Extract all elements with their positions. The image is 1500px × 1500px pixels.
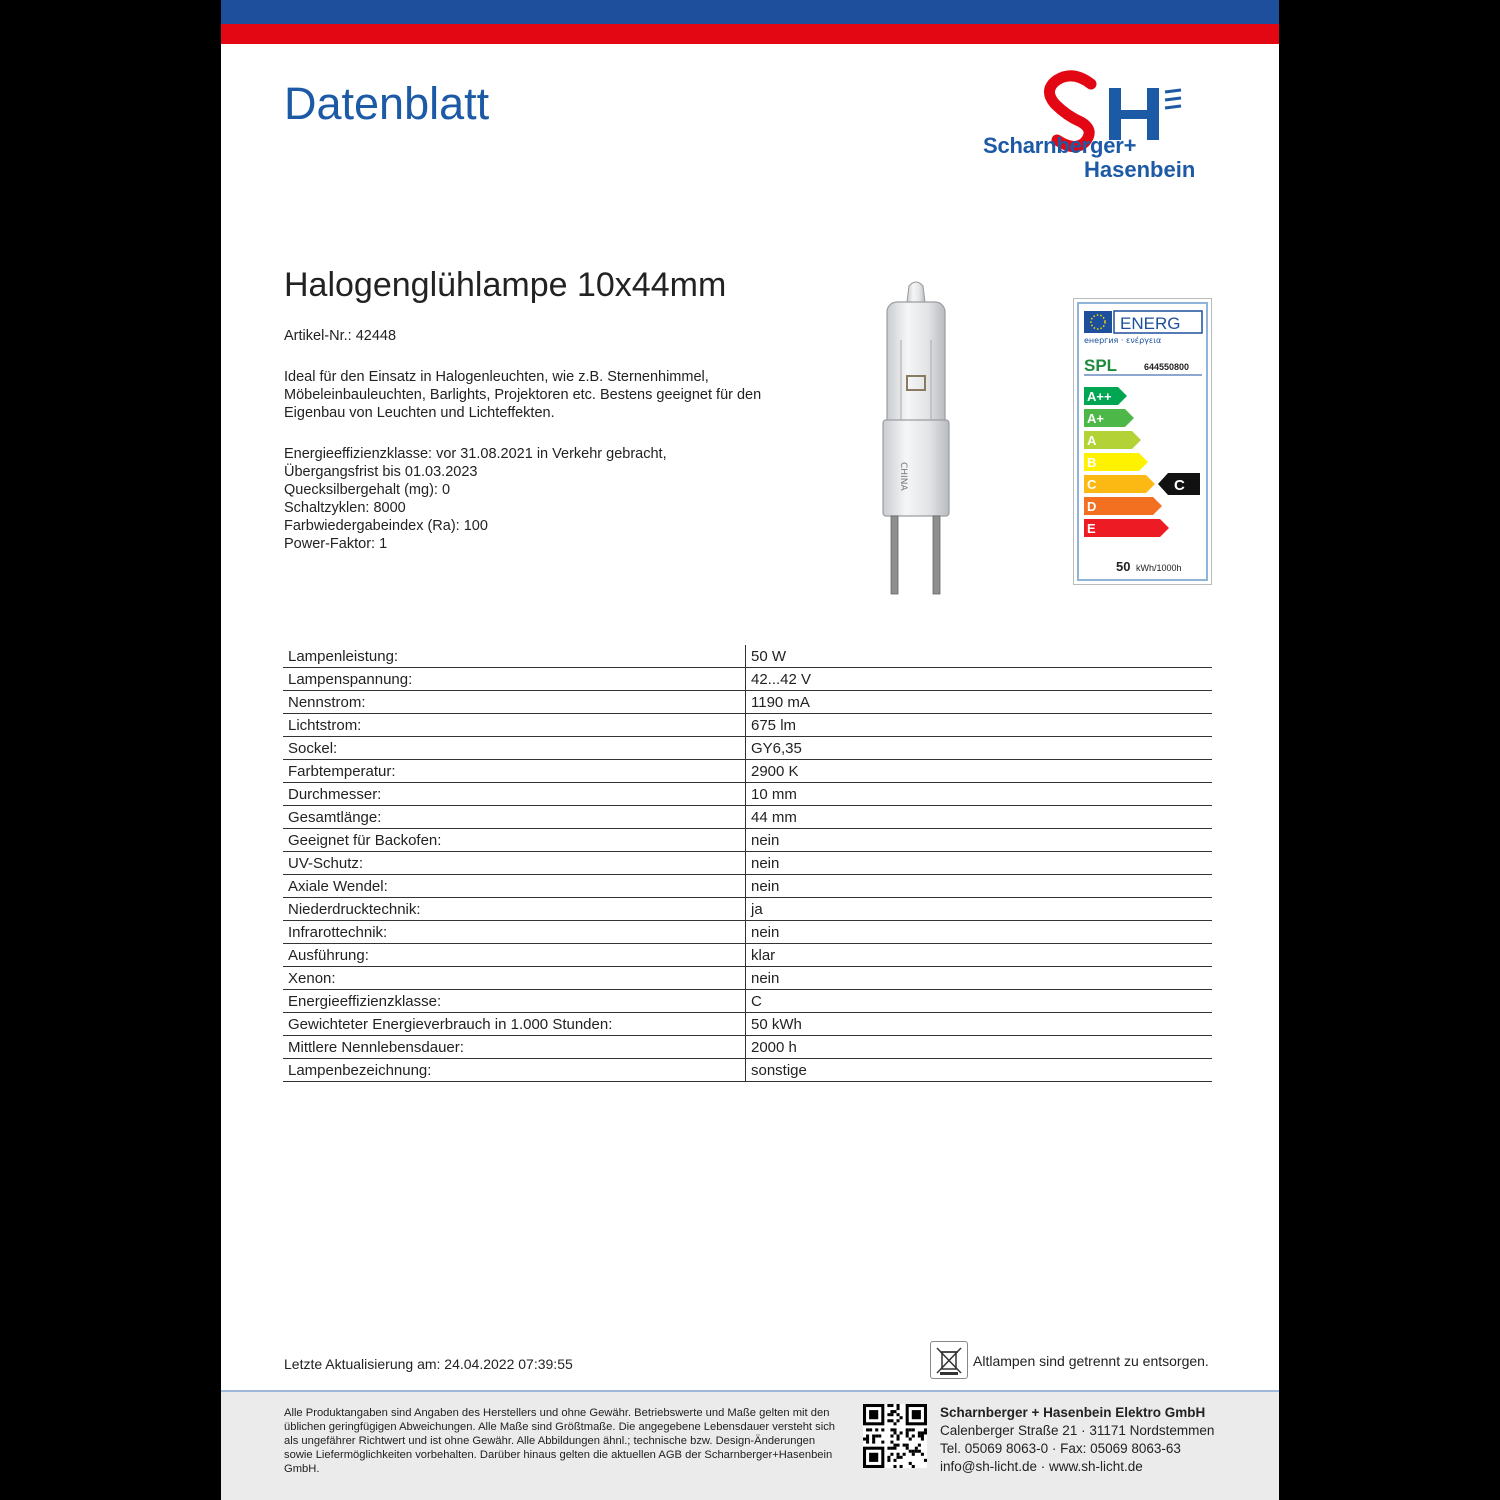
table-cell-value: 42...42 V	[746, 668, 1213, 691]
table-row	[283, 875, 1212, 898]
table-row	[283, 852, 1212, 875]
footer	[221, 1390, 1279, 1500]
spec-line: Power-Faktor: 1	[284, 536, 388, 552]
table-row	[283, 783, 1212, 806]
company-phone: Tel. 05069 8063-0 · Fax: 05069 8063-63	[940, 1441, 1181, 1456]
table-row	[283, 737, 1212, 760]
brand-name-line1: Scharnberger+	[983, 133, 1137, 158]
spec-line: Quecksilbergehalt (mg): 0	[284, 482, 451, 498]
energy-class-label: E	[1087, 521, 1096, 536]
table-cell-value: 2900 K	[746, 760, 1213, 783]
energy-class-label: B	[1087, 455, 1097, 470]
energy-label-model: 644550800	[1144, 362, 1190, 372]
spec-line: Schaltzyklen: 8000	[284, 500, 406, 516]
company-street: Calenberger Straße 21 · 31171 Nordstemmen	[940, 1423, 1215, 1438]
table-cell-key: Sockel:	[283, 737, 746, 760]
table-cell-value: nein	[746, 967, 1213, 990]
table-cell-key: Lichtstrom:	[283, 714, 746, 737]
table-row	[283, 691, 1212, 714]
table-row	[283, 1013, 1212, 1036]
spec-line: Energieeffizienzklasse: vor 31.08.2021 in Verkehr gebracht,	[284, 446, 667, 462]
header-band-blue	[221, 0, 1279, 24]
table-cell-value: 50 W	[746, 645, 1213, 668]
spec-line: Farbwiedergabeindex (Ra): 100	[284, 518, 488, 534]
qr-code-icon	[863, 1404, 927, 1468]
table-cell-key: Nennstrom:	[283, 691, 746, 714]
company-name: Scharnberger + Hasenbein Elektro GmbH	[940, 1405, 1206, 1420]
energy-class-label: A	[1087, 433, 1097, 448]
table-cell-key: Niederdrucktechnik:	[283, 898, 746, 921]
table-cell-value: sonstige	[746, 1059, 1213, 1082]
table-cell-key: UV-Schutz:	[283, 852, 746, 875]
energy-consumption-unit: kWh/1000h	[1136, 563, 1182, 573]
table-cell-key: Farbtemperatur:	[283, 760, 746, 783]
last-updated: Letzte Aktualisierung am: 24.04.2022 07:39:55	[284, 1356, 573, 1372]
table-row	[283, 668, 1212, 691]
table-cell-value: klar	[746, 944, 1213, 967]
table-cell-value: 10 mm	[746, 783, 1213, 806]
table-cell-key: Gesamtlänge:	[283, 806, 746, 829]
table-cell-key: Lampenspannung:	[283, 668, 746, 691]
svg-text:CHINA: CHINA	[898, 462, 908, 491]
table-cell-key: Energieeffizienzklasse:	[283, 990, 746, 1013]
energy-class-label: C	[1087, 477, 1097, 492]
table-row	[283, 806, 1212, 829]
spec-table	[283, 645, 1212, 1082]
table-cell-key: Lampenbezeichnung:	[283, 1059, 746, 1082]
table-cell-value: nein	[746, 829, 1213, 852]
product-specs	[284, 445, 667, 553]
energy-label-supplier: SPL	[1084, 356, 1118, 375]
energy-label-subtitle: енергия · ενέργεια	[1084, 336, 1162, 345]
energy-label-graphic	[1074, 299, 1211, 584]
table-row	[283, 944, 1212, 967]
crossed-bin-icon	[930, 1341, 968, 1379]
product-title: Halogenglühlampe 10x44mm	[284, 266, 727, 304]
energy-class-arrow	[1084, 519, 1169, 537]
table-row	[283, 990, 1212, 1013]
table-cell-value: 50 kWh	[746, 1013, 1213, 1036]
company-web[interactable]: info@sh-licht.de · www.sh-licht.de	[940, 1459, 1143, 1474]
energy-class-label: D	[1087, 499, 1097, 514]
table-row	[283, 921, 1212, 944]
document-title: Datenblatt	[284, 78, 490, 129]
datasheet-page	[221, 0, 1279, 1500]
table-cell-value: nein	[746, 921, 1213, 944]
table-cell-value: nein	[746, 875, 1213, 898]
table-row	[283, 760, 1212, 783]
table-row	[283, 967, 1212, 990]
table-row	[283, 1036, 1212, 1059]
footer-disclaimer: Alle Produktangaben sind Angaben des Herstellers und ohne Gewähr. Betriebswerte und Maße gelten mit den üblichen geringfügigen Abweichungen. Alle Maße sind Größtmaße. Die angegebene Lebensdauer versteht sich als ungefährer Richtwert und ist ohne Gewähr. Alle Abbildungen ähnl.; technische bzw. Design-Änderungen sowie Liefermöglichkeiten vorbehalten. Darüber hinaus gelten die aktuellen AGB der Scharnberger+Hasenbein GmbH.	[284, 1407, 836, 1475]
article-number: Artikel-Nr.: 42448	[284, 328, 397, 344]
table-row	[283, 645, 1212, 668]
table-cell-value: GY6,35	[746, 737, 1213, 760]
energy-label	[1073, 298, 1212, 585]
table-row	[283, 714, 1212, 737]
table-cell-value: C	[746, 990, 1213, 1013]
halogen-lamp-image	[861, 280, 971, 600]
energy-class-label: A+	[1087, 411, 1104, 426]
table-cell-key: Gewichteter Energieverbrauch in 1.000 Stunden:	[283, 1013, 746, 1036]
table-cell-key: Axiale Wendel:	[283, 875, 746, 898]
table-cell-key: Infrarottechnik:	[283, 921, 746, 944]
company-address	[940, 1404, 1214, 1476]
table-cell-key: Durchmesser:	[283, 783, 746, 806]
table-cell-key: Mittlere Nennlebensdauer:	[283, 1036, 746, 1059]
table-cell-key: Xenon:	[283, 967, 746, 990]
table-cell-value: nein	[746, 852, 1213, 875]
table-cell-key: Lampenleistung:	[283, 645, 746, 668]
table-cell-key: Geeignet für Backofen:	[283, 829, 746, 852]
spec-line: Übergangsfrist bis 01.03.2023	[284, 464, 478, 480]
table-cell-value: ja	[746, 898, 1213, 921]
table-row	[283, 829, 1212, 852]
table-cell-value: 44 mm	[746, 806, 1213, 829]
table-cell-key: Ausführung:	[283, 944, 746, 967]
table-cell-value: 2000 h	[746, 1036, 1213, 1059]
product-description: Ideal für den Einsatz in Halogenleuchten, wie z.B. Sternenhimmel, Möbeleinbauleuchten, Barlights, Projektoren etc. Bestens geeignet für den Eigenbau von Leuchten und Lichteffekten.	[284, 369, 762, 421]
table-cell-value: 1190 mA	[746, 691, 1213, 714]
selected-class-label: C	[1174, 477, 1185, 494]
energy-consumption-value: 50	[1116, 559, 1131, 574]
header-band-red	[221, 24, 1279, 44]
brand-name-line2: Hasenbein	[1084, 157, 1196, 182]
energy-label-title: ENERG	[1120, 314, 1181, 333]
disposal-note: Altlampen sind getrennt zu entsorgen.	[973, 1353, 1209, 1369]
table-row	[283, 1059, 1212, 1082]
table-cell-value: 675 lm	[746, 714, 1213, 737]
energy-class-label: A++	[1087, 389, 1112, 404]
table-row	[283, 898, 1212, 921]
